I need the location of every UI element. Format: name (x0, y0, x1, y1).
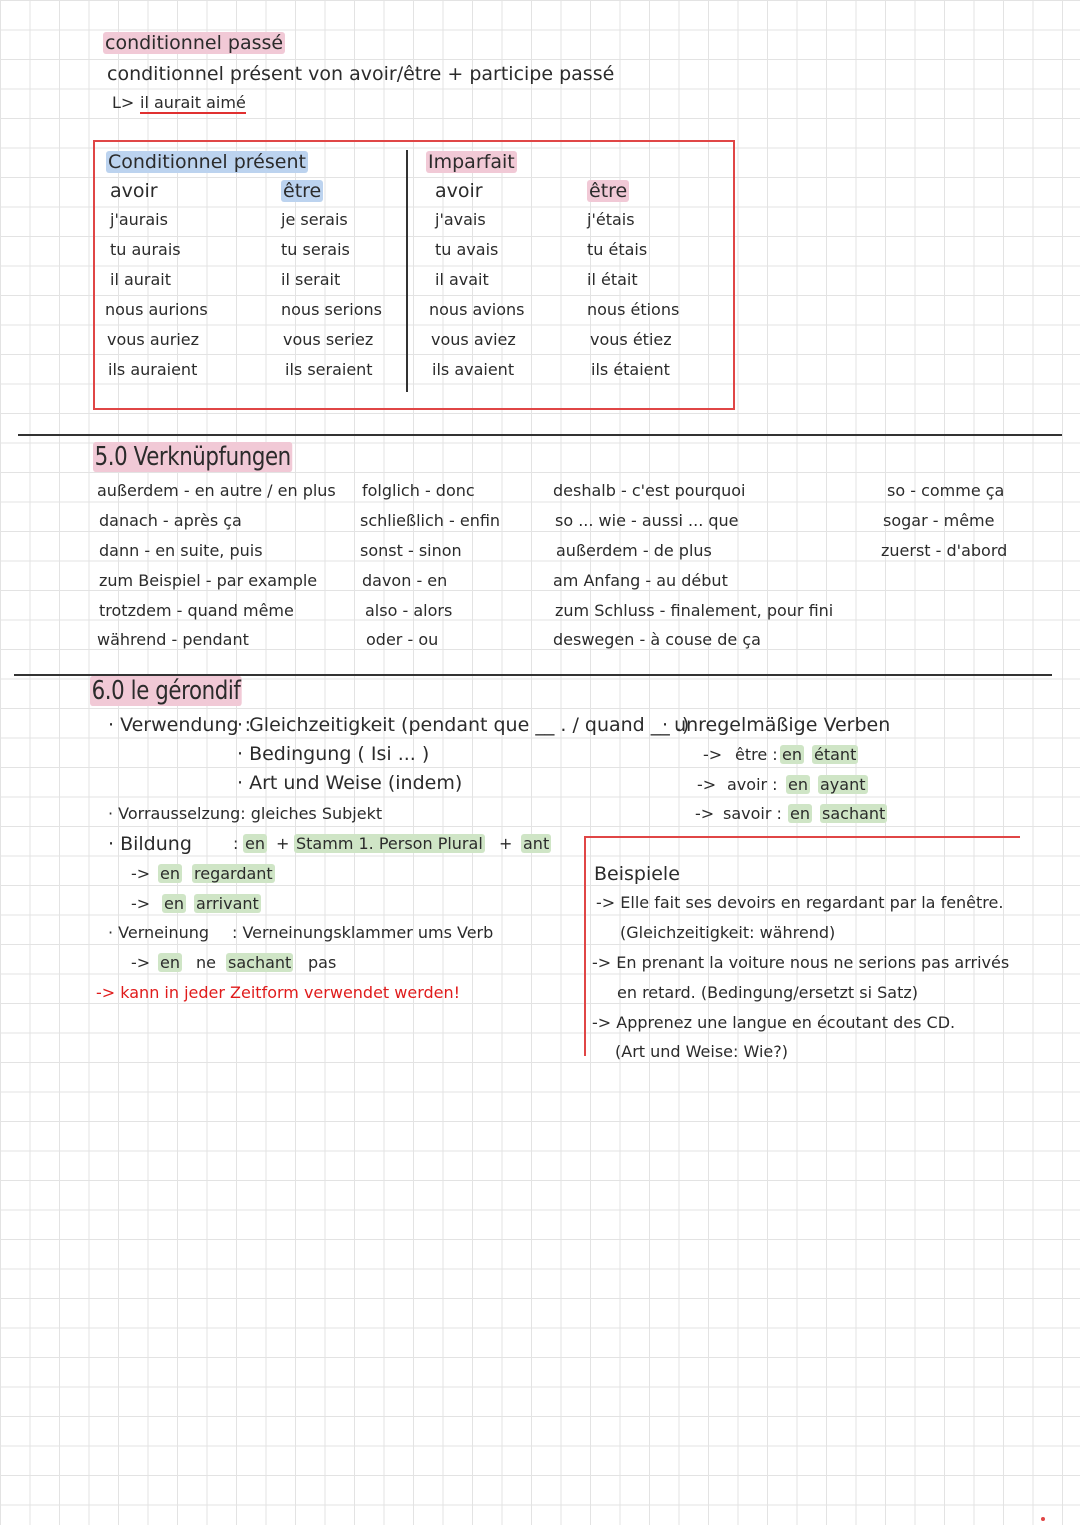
beispiel-line: (Art und Weise: Wie?) (615, 1042, 788, 1061)
list-item: nous étions (587, 300, 680, 319)
list-item: am Anfang - au début (553, 571, 728, 590)
irregular-en: en (788, 775, 808, 794)
list-item: vous auriez (107, 330, 200, 349)
irregular-title: · unregelmäßige Verben (662, 714, 891, 736)
bildung-example-word: arrivant (196, 894, 259, 913)
list-item: nous serions (281, 300, 382, 319)
list-item: tu serais (281, 240, 350, 259)
bildung-plus: + (276, 834, 290, 853)
beispiel-line: en retard. (Bedingung/ersetzt si Satz) (617, 983, 919, 1002)
verwendung-label: · Verwendung : (108, 714, 252, 736)
bildung-example-en: en (164, 894, 184, 913)
voraussetzung: · Vorrausselzung: gleiches Subjekt (108, 804, 383, 823)
list-item: ils seraient (285, 360, 373, 379)
list-item: il était (587, 270, 638, 289)
conjugation-divider (406, 150, 408, 392)
list-item: deshalb - c'est pourquoi (553, 481, 746, 500)
list-item: schließlich - enfin (360, 511, 501, 530)
list-item: folglich - donc (362, 481, 475, 500)
list-item: danach - après ça (99, 511, 242, 530)
list-item: vous aviez (431, 330, 516, 349)
list-item: nous aurions (105, 300, 208, 319)
list-item: je serais (281, 210, 348, 229)
list-item: oder - ou (366, 630, 439, 649)
list-item: davon - en (362, 571, 448, 590)
list-item: deswegen - à couse de ça (553, 630, 761, 649)
bildung-label: · Bildung (108, 833, 192, 855)
imp-avoir-head: avoir (435, 180, 483, 202)
list-item: j'avais (435, 210, 486, 229)
imp-etre-head: être (589, 180, 628, 202)
list-item: il aurait (110, 270, 172, 289)
list-item: zuerst - d'abord (881, 541, 1008, 560)
bildung-example-word: regardant (194, 864, 273, 883)
cond-passe-example: il aurait aimé (140, 93, 246, 112)
list-item: ils étaient (591, 360, 670, 379)
verwendung-item: · Art und Weise (indem) (237, 772, 463, 794)
list-item: dann - en suite, puis (99, 541, 263, 560)
irregular-arrow: -> (703, 745, 723, 764)
list-item: ils avaient (432, 360, 515, 379)
list-item: also - alors (365, 601, 453, 620)
bildung-en: en (245, 834, 265, 853)
decorative-dot (1041, 1517, 1045, 1521)
list-item: außerdem - en autre / en plus (97, 481, 336, 500)
bildung-plus: + (499, 834, 513, 853)
list-item: außerdem - de plus (556, 541, 712, 560)
list-item: j'étais (587, 210, 635, 229)
verneinung-label: · Verneinung (108, 923, 210, 942)
irregular-en: en (790, 804, 810, 823)
verneinung-example-en: en (160, 953, 180, 972)
verwendung-item: · Gleichzeitigkeit (pendant que __ . / quand __ .) (237, 714, 690, 736)
irregular-verb: être : (735, 745, 778, 764)
cond-passe-title: conditionnel passé (105, 32, 284, 54)
list-item: zum Beispiel - par example (99, 571, 318, 590)
list-item: tu aurais (110, 240, 181, 259)
list-item: sogar - même (883, 511, 995, 530)
section-divider-1 (18, 434, 1062, 436)
list-item: nous avions (429, 300, 525, 319)
beispiele-top-border (584, 836, 1020, 838)
bildung-ant: ant (523, 834, 550, 853)
list-item: tu avais (435, 240, 499, 259)
list-item: il serait (281, 270, 341, 289)
irregular-arrow: -> (697, 775, 717, 794)
list-item: j'aurais (110, 210, 168, 229)
red-note: -> kann in jeder Zeitform verwendet werden! (96, 983, 461, 1002)
list-item: sonst - sinon (360, 541, 462, 560)
irregular-form: ayant (820, 775, 866, 794)
beispiel-line: -> Apprenez une langue en écoutant des CD. (592, 1013, 956, 1032)
cond-passe-rule: conditionnel présent von avoir/être + participe passé (107, 63, 615, 85)
verwendung-item: · Bedingung ( Isi ... ) (237, 743, 430, 765)
imparfait-title: Imparfait (428, 151, 515, 173)
verneinung-example-arrow: -> (131, 953, 151, 972)
beispiele-left-border (584, 836, 586, 1056)
irregular-verb: avoir : (727, 775, 778, 794)
list-item: ils auraient (108, 360, 198, 379)
cond-avoir-head: avoir (110, 180, 158, 202)
beispiel-line: -> Elle fait ses devoirs en regardant par la fenêtre. (596, 893, 1004, 912)
irregular-en: en (782, 745, 802, 764)
beispiele-title: Beispiele (594, 863, 680, 885)
bildung-example-arrow: -> (131, 894, 151, 913)
verneinung-example-ne: ne (196, 953, 216, 972)
cond-passe-arrow: L> (112, 93, 135, 112)
beispiel-line: (Gleichzeitigkeit: während) (620, 923, 836, 942)
list-item: vous seriez (283, 330, 374, 349)
list-item: so - comme ça (887, 481, 1005, 500)
list-item: zum Schluss - finalement, pour fini (555, 601, 834, 620)
list-item: tu étais (587, 240, 648, 259)
list-item: während - pendant (97, 630, 249, 649)
beispiel-line: -> En prenant la voiture nous ne serions pas arrivés (592, 953, 1010, 972)
verneinung-example-word: sachant (228, 953, 292, 972)
list-item: trotzdem - quand même (99, 601, 294, 620)
list-item: so ... wie - aussi ... que (555, 511, 739, 530)
bildung-example-arrow: -> (131, 864, 151, 883)
cond-present-title: Conditionnel présent (108, 151, 306, 173)
verneinung-example-pas: pas (308, 953, 337, 972)
irregular-arrow: -> (695, 804, 715, 823)
list-item: il avait (435, 270, 489, 289)
bildung-stamm: Stamm 1. Person Plural (296, 834, 483, 853)
irregular-verb: savoir : (723, 804, 782, 823)
bildung-colon: : (233, 834, 239, 853)
irregular-form: étant (814, 745, 857, 764)
cond-etre-head: être (283, 180, 322, 202)
verneinung-text: : Verneinungsklammer ums Verb (232, 923, 494, 942)
bildung-example-en: en (160, 864, 180, 883)
section5-title: 5.0 Verknüpfungen (94, 442, 291, 472)
section6-title: 6.0 le gérondif (91, 676, 241, 706)
irregular-form: sachant (822, 804, 886, 823)
list-item: vous étiez (590, 330, 672, 349)
